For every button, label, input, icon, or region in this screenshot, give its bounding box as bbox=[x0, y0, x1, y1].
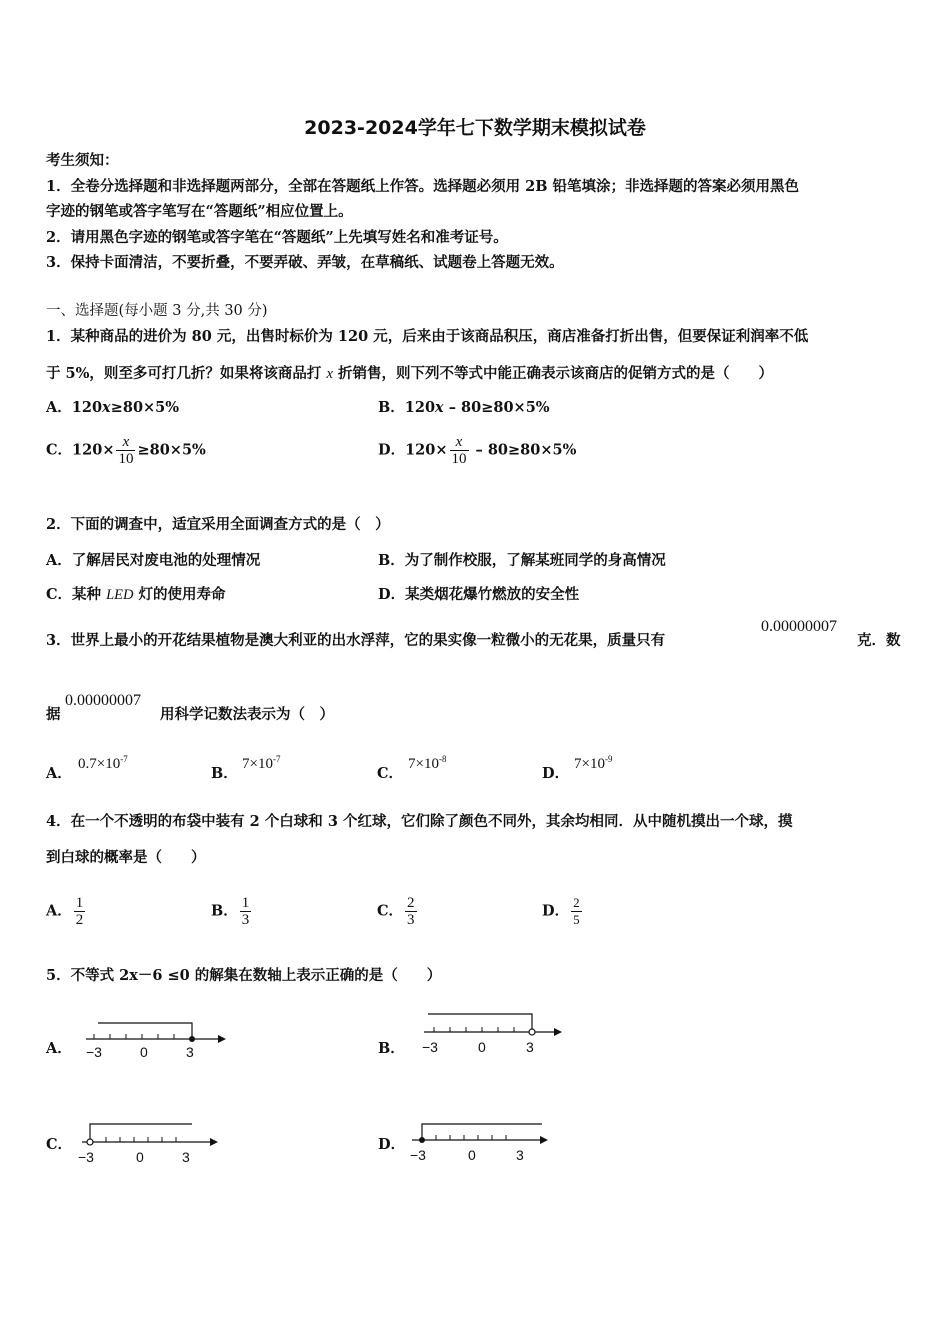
q1-option-c[interactable]: C．120× $\frac{x}{10}$ ≥80×5% bbox=[46, 434, 206, 467]
q3-option-c-label[interactable]: C． bbox=[377, 765, 404, 782]
q5-option-b-label[interactable]: B． bbox=[378, 1040, 405, 1057]
notice-item-1-cont: 字迹的钢笔或答字笔写在“答题纸”相应位置上。 bbox=[46, 203, 353, 220]
q5-option-c-label[interactable]: C． bbox=[46, 1136, 73, 1153]
q3-option-d[interactable]: $7\times 10^{-9}$ bbox=[574, 754, 613, 772]
q1-option-d[interactable]: D．120× $\frac{x}{10}$ – 80≥80×5% bbox=[378, 434, 577, 467]
q3-stem-line1: 3．世界上最小的开花结果植物是澳大利亚的出水浮萍，它的果实像一粒微小的无花果，质量只有 bbox=[46, 632, 666, 649]
tick-label: 0 bbox=[136, 1149, 144, 1165]
q3-stem-line2-pre: 据 bbox=[46, 706, 61, 723]
q4-option-b[interactable]: B． $\frac{1}{3}$ bbox=[211, 895, 250, 928]
notice-item-2: 2．请用黑色字迹的钢笔或答字笔在“答题纸”上先填写姓名和准考证号。 bbox=[46, 229, 508, 246]
q3-stem-unit: 克．数 bbox=[857, 632, 901, 649]
tick-label: 3 bbox=[516, 1147, 524, 1163]
tick-label: −3 bbox=[86, 1044, 102, 1060]
q1-option-b[interactable]: B．120x – 80≥80×5% bbox=[378, 399, 550, 416]
q3-stem-line2-post: 用科学记数法表示为（ ） bbox=[160, 706, 334, 723]
q5-option-d-label[interactable]: D． bbox=[378, 1136, 406, 1153]
q2-option-a[interactable]: A．了解居民对废电池的处理情况 bbox=[46, 552, 261, 569]
notice-item-3: 3．保持卡面清洁，不要折叠，不要弄破、弄皱，在草稿纸、试题卷上答题无效。 bbox=[46, 254, 564, 271]
q3-option-b-label[interactable]: B． bbox=[211, 765, 238, 782]
q1-stem-line2: 于 5%，则至多可打几折？如果将该商品打 x 折销售，则下列不等式中能正确表示该商店的促销方式的是（ ） bbox=[46, 365, 773, 382]
tick-label: −3 bbox=[78, 1149, 94, 1165]
fraction: $\frac{x}{10}$ bbox=[451, 434, 467, 467]
tick-label: 3 bbox=[186, 1044, 194, 1060]
notice-heading: 考生须知： bbox=[46, 152, 119, 169]
q3-option-d-label[interactable]: D． bbox=[542, 765, 570, 782]
tick-label: 3 bbox=[182, 1149, 190, 1165]
q1-stem-line1: 1．某种商品的进价为 80 元，出售时标价为 120 元，后来由于该商品积压，商店准备打折出售，但要保证利润率不低 bbox=[46, 328, 809, 345]
fraction: $\frac{x}{10}$ bbox=[118, 434, 134, 467]
q5-option-a-label[interactable]: A． bbox=[46, 1040, 72, 1057]
q1-option-a[interactable]: A．120x≥80×5% bbox=[46, 399, 180, 416]
q3-option-c[interactable]: $7\times 10^{-8}$ bbox=[408, 754, 447, 772]
q5-option-a-numberline[interactable] bbox=[78, 1015, 228, 1065]
q3-option-a-label[interactable]: A． bbox=[46, 765, 72, 782]
q5-option-b-numberline[interactable] bbox=[418, 1008, 568, 1058]
notice-item-1: 1．全卷分选择题和非选择题两部分，全部在答题纸上作答。选择题必须用 2B 铅笔填涂；非选择题的答案必须用黑色 bbox=[46, 178, 800, 195]
tick-label: 3 bbox=[526, 1039, 534, 1055]
q3-value: 0.00000007 bbox=[761, 618, 837, 635]
q3-value-repeat: 0.00000007 bbox=[65, 692, 141, 709]
page-title: 2023-2024学年七下数学期末模拟试卷 bbox=[304, 117, 646, 139]
tick-label: −3 bbox=[422, 1039, 438, 1055]
q4-stem-line1: 4．在一个不透明的布袋中装有 2 个白球和 3 个红球，它们除了颜色不同外，其余均相同．从中随机摸出一个球，摸 bbox=[46, 813, 793, 830]
q4-option-a[interactable]: A． $\frac{1}{2}$ bbox=[46, 895, 84, 928]
tick-label: 0 bbox=[140, 1044, 148, 1060]
tick-label: 0 bbox=[468, 1147, 476, 1163]
tick-label: −3 bbox=[410, 1147, 426, 1163]
q5-option-d-numberline[interactable] bbox=[406, 1116, 556, 1166]
q3-option-b[interactable]: $7\times 10^{-7}$ bbox=[242, 754, 281, 772]
q2-stem: 2．下面的调查中，适宜采用全面调查方式的是（ ） bbox=[46, 516, 390, 533]
q2-option-b[interactable]: B．为了制作校服，了解某班同学的身高情况 bbox=[378, 552, 666, 569]
section-heading: 一、选择题(每小题 3 分,共 30 分) bbox=[46, 303, 268, 319]
q2-option-c[interactable]: C．某种 LED 灯的使用寿命 bbox=[46, 586, 226, 603]
q2-option-d[interactable]: D．某类烟花爆竹燃放的安全性 bbox=[378, 586, 580, 603]
q3-option-a[interactable]: $0.7\times 10^{-7}$ bbox=[78, 754, 128, 772]
q5-stem: 5．不等式 2x－6 ≤0 的解集在数轴上表示正确的是（ ） bbox=[46, 967, 442, 984]
q4-stem-line2: 到白球的概率是（ ） bbox=[46, 849, 206, 866]
q5-option-c-numberline[interactable] bbox=[76, 1118, 226, 1168]
tick-label: 0 bbox=[478, 1039, 486, 1055]
q4-option-c[interactable]: C． $\frac{2}{3}$ bbox=[377, 895, 415, 928]
q4-option-d[interactable]: D． $\frac{2}{5}$ bbox=[542, 895, 580, 927]
